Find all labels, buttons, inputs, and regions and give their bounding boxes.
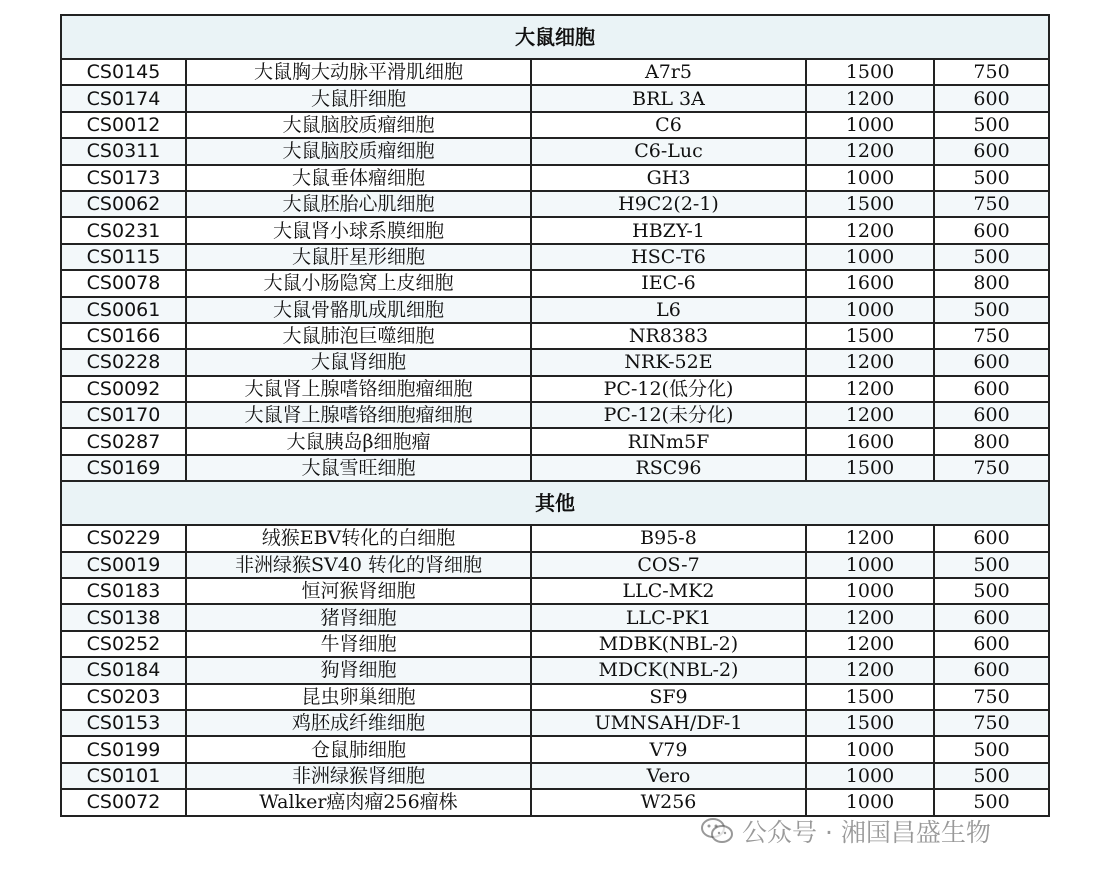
cell-name-cell: 大鼠垂体瘤细胞 <box>186 165 531 191</box>
cell-line-cell: V79 <box>531 736 806 762</box>
watermark <box>700 813 991 849</box>
price-a-cell: 1200 <box>806 631 934 657</box>
table-row <box>61 191 1049 217</box>
price-a-cell: 1500 <box>806 684 934 710</box>
catalog-number-cell: CS0199 <box>61 736 186 762</box>
cell-name-cell: 大鼠雪旺细胞 <box>186 455 531 481</box>
catalog-number-cell: CS0228 <box>61 349 186 375</box>
table-row <box>61 604 1049 630</box>
price-a-cell: 1000 <box>806 244 934 270</box>
section-title: 大鼠细胞 <box>61 15 1049 59</box>
price-a-cell: 1200 <box>806 402 934 428</box>
cell-line-cell: COS-7 <box>531 552 806 578</box>
cell-line-cell: RSC96 <box>531 455 806 481</box>
price-b-cell: 600 <box>934 402 1049 428</box>
cell-name-cell: 大鼠胰岛β细胞瘤 <box>186 428 531 454</box>
price-a-cell: 1000 <box>806 763 934 789</box>
cell-name-cell: 大鼠胚胎心肌细胞 <box>186 191 531 217</box>
cell-line-cell: SF9 <box>531 684 806 710</box>
cell-line-cell: BRL 3A <box>531 85 806 111</box>
section-header <box>61 481 1049 525</box>
cell-line-cell: Vero <box>531 763 806 789</box>
cell-name-cell: 大鼠胸大动脉平滑肌细胞 <box>186 59 531 85</box>
price-a-cell: 1200 <box>806 657 934 683</box>
cell-line-cell: PC-12(未分化) <box>531 402 806 428</box>
table-row <box>61 657 1049 683</box>
watermark-text: 公众号 · 湘国昌盛生物 <box>742 818 991 847</box>
price-b-cell: 500 <box>934 112 1049 138</box>
cell-name-cell: 大鼠脑胶质瘤细胞 <box>186 112 531 138</box>
price-b-cell: 600 <box>934 85 1049 111</box>
catalog-number-cell: CS0166 <box>61 323 186 349</box>
cell-name-cell: 非洲绿猴SV40 转化的肾细胞 <box>186 552 531 578</box>
cell-line-cell: NRK-52E <box>531 349 806 375</box>
price-a-cell: 1600 <box>806 270 934 296</box>
price-b-cell: 750 <box>934 59 1049 85</box>
price-b-cell: 600 <box>934 376 1049 402</box>
price-b-cell: 500 <box>934 297 1049 323</box>
cell-name-cell: 大鼠肾细胞 <box>186 349 531 375</box>
catalog-number-cell: CS0231 <box>61 217 186 243</box>
cell-name-cell: 大鼠肾小球系膜细胞 <box>186 217 531 243</box>
cell-line-cell: GH3 <box>531 165 806 191</box>
table-row <box>61 736 1049 762</box>
table-row <box>61 455 1049 481</box>
catalog-number-cell: CS0173 <box>61 165 186 191</box>
catalog-number-cell: CS0203 <box>61 684 186 710</box>
catalog-number-cell: CS0184 <box>61 657 186 683</box>
table-row <box>61 763 1049 789</box>
cell-name-cell: 大鼠脑胶质瘤细胞 <box>186 138 531 164</box>
price-a-cell: 1000 <box>806 736 934 762</box>
price-b-cell: 500 <box>934 244 1049 270</box>
price-a-cell: 1000 <box>806 552 934 578</box>
cell-name-cell: 狗肾细胞 <box>186 657 531 683</box>
price-b-cell: 500 <box>934 552 1049 578</box>
price-b-cell: 750 <box>934 455 1049 481</box>
table-row <box>61 244 1049 270</box>
table-row <box>61 349 1049 375</box>
cell-name-cell: 猪肾细胞 <box>186 604 531 630</box>
price-b-cell: 600 <box>934 217 1049 243</box>
cell-line-cell: UMNSAH/DF-1 <box>531 710 806 736</box>
catalog-number-cell: CS0115 <box>61 244 186 270</box>
table-row <box>61 789 1049 815</box>
cell-name-cell: 昆虫卵巢细胞 <box>186 684 531 710</box>
table-row <box>61 138 1049 164</box>
table-row <box>61 428 1049 454</box>
price-a-cell: 1200 <box>806 349 934 375</box>
catalog-number-cell: CS0169 <box>61 455 186 481</box>
table-row <box>61 85 1049 111</box>
cell-line-cell: C6 <box>531 112 806 138</box>
table-row <box>61 165 1049 191</box>
price-a-cell: 1500 <box>806 455 934 481</box>
cell-line-cell: B95-8 <box>531 525 806 551</box>
cell-line-cell: MDCK(NBL-2) <box>531 657 806 683</box>
cell-name-cell: 大鼠肾上腺嗜铬细胞瘤细胞 <box>186 376 531 402</box>
cell-name-cell: 绒猴EBV转化的白细胞 <box>186 525 531 551</box>
price-b-cell: 500 <box>934 736 1049 762</box>
table-row <box>61 402 1049 428</box>
price-b-cell: 500 <box>934 789 1049 815</box>
catalog-number-cell: CS0138 <box>61 604 186 630</box>
cell-line-cell: LLC-MK2 <box>531 578 806 604</box>
wechat-icon <box>700 817 734 845</box>
price-a-cell: 1000 <box>806 165 934 191</box>
price-a-cell: 1200 <box>806 138 934 164</box>
catalog-number-cell: CS0153 <box>61 710 186 736</box>
cell-line-cell: MDBK(NBL-2) <box>531 631 806 657</box>
cell-line-cell: A7r5 <box>531 59 806 85</box>
section-header <box>61 15 1049 59</box>
cell-line-table <box>60 14 1050 817</box>
price-b-cell: 600 <box>934 631 1049 657</box>
price-b-cell: 800 <box>934 270 1049 296</box>
cell-line-cell: LLC-PK1 <box>531 604 806 630</box>
cell-name-cell: 大鼠骨骼肌成肌细胞 <box>186 297 531 323</box>
catalog-number-cell: CS0145 <box>61 59 186 85</box>
price-b-cell: 750 <box>934 684 1049 710</box>
catalog-number-cell: CS0101 <box>61 763 186 789</box>
price-b-cell: 600 <box>934 138 1049 164</box>
catalog-number-cell: CS0183 <box>61 578 186 604</box>
cell-line-cell: L6 <box>531 297 806 323</box>
table-row <box>61 297 1049 323</box>
catalog-number-cell: CS0012 <box>61 112 186 138</box>
price-a-cell: 1200 <box>806 604 934 630</box>
table-row <box>61 112 1049 138</box>
price-a-cell: 1600 <box>806 428 934 454</box>
catalog-number-cell: CS0174 <box>61 85 186 111</box>
catalog-number-cell: CS0252 <box>61 631 186 657</box>
table-row <box>61 578 1049 604</box>
cell-name-cell: 非洲绿猴肾细胞 <box>186 763 531 789</box>
price-b-cell: 800 <box>934 428 1049 454</box>
cell-line-cell: HBZY-1 <box>531 217 806 243</box>
price-b-cell: 600 <box>934 525 1049 551</box>
price-a-cell: 1200 <box>806 376 934 402</box>
price-b-cell: 750 <box>934 191 1049 217</box>
price-a-cell: 1500 <box>806 59 934 85</box>
catalog-number-cell: CS0311 <box>61 138 186 164</box>
cell-name-cell: 鸡胚成纤维细胞 <box>186 710 531 736</box>
table-row <box>61 631 1049 657</box>
cell-name-cell: 大鼠肝星形细胞 <box>186 244 531 270</box>
catalog-number-cell: CS0287 <box>61 428 186 454</box>
price-a-cell: 1000 <box>806 297 934 323</box>
cell-name-cell: 牛肾细胞 <box>186 631 531 657</box>
table-row <box>61 217 1049 243</box>
cell-line-cell: PC-12(低分化) <box>531 376 806 402</box>
catalog-number-cell: CS0092 <box>61 376 186 402</box>
price-b-cell: 600 <box>934 349 1049 375</box>
table-row <box>61 59 1049 85</box>
table-row <box>61 710 1049 736</box>
cell-line-cell: H9C2(2-1) <box>531 191 806 217</box>
cell-line-cell: HSC-T6 <box>531 244 806 270</box>
table-row <box>61 376 1049 402</box>
table-row <box>61 552 1049 578</box>
price-b-cell: 500 <box>934 578 1049 604</box>
catalog-number-cell: CS0061 <box>61 297 186 323</box>
cell-line-cell: IEC-6 <box>531 270 806 296</box>
catalog-number-cell: CS0062 <box>61 191 186 217</box>
cell-line-cell: W256 <box>531 789 806 815</box>
cell-name-cell: 仓鼠肺细胞 <box>186 736 531 762</box>
cell-name-cell: 大鼠肾上腺嗜铬细胞瘤细胞 <box>186 402 531 428</box>
price-b-cell: 600 <box>934 604 1049 630</box>
price-b-cell: 600 <box>934 657 1049 683</box>
cell-name-cell: 大鼠小肠隐窝上皮细胞 <box>186 270 531 296</box>
price-a-cell: 1500 <box>806 191 934 217</box>
catalog-number-cell: CS0019 <box>61 552 186 578</box>
table-row <box>61 525 1049 551</box>
price-b-cell: 750 <box>934 323 1049 349</box>
price-a-cell: 1000 <box>806 789 934 815</box>
price-a-cell: 1000 <box>806 578 934 604</box>
table-row <box>61 684 1049 710</box>
price-a-cell: 1500 <box>806 323 934 349</box>
price-b-cell: 500 <box>934 763 1049 789</box>
section-title: 其他 <box>61 481 1049 525</box>
price-a-cell: 1200 <box>806 217 934 243</box>
cell-name-cell: 大鼠肺泡巨噬细胞 <box>186 323 531 349</box>
price-b-cell: 750 <box>934 710 1049 736</box>
table-row <box>61 323 1049 349</box>
table-row <box>61 270 1049 296</box>
price-b-cell: 500 <box>934 165 1049 191</box>
cell-name-cell: Walker癌肉瘤256瘤株 <box>186 789 531 815</box>
cell-line-cell: C6-Luc <box>531 138 806 164</box>
price-a-cell: 1200 <box>806 525 934 551</box>
catalog-number-cell: CS0072 <box>61 789 186 815</box>
price-a-cell: 1000 <box>806 112 934 138</box>
cell-line-cell: RINm5F <box>531 428 806 454</box>
price-a-cell: 1500 <box>806 710 934 736</box>
catalog-number-cell: CS0078 <box>61 270 186 296</box>
catalog-number-cell: CS0170 <box>61 402 186 428</box>
cell-line-cell: NR8383 <box>531 323 806 349</box>
cell-name-cell: 恒河猴肾细胞 <box>186 578 531 604</box>
cell-name-cell: 大鼠肝细胞 <box>186 85 531 111</box>
catalog-number-cell: CS0229 <box>61 525 186 551</box>
price-a-cell: 1200 <box>806 85 934 111</box>
